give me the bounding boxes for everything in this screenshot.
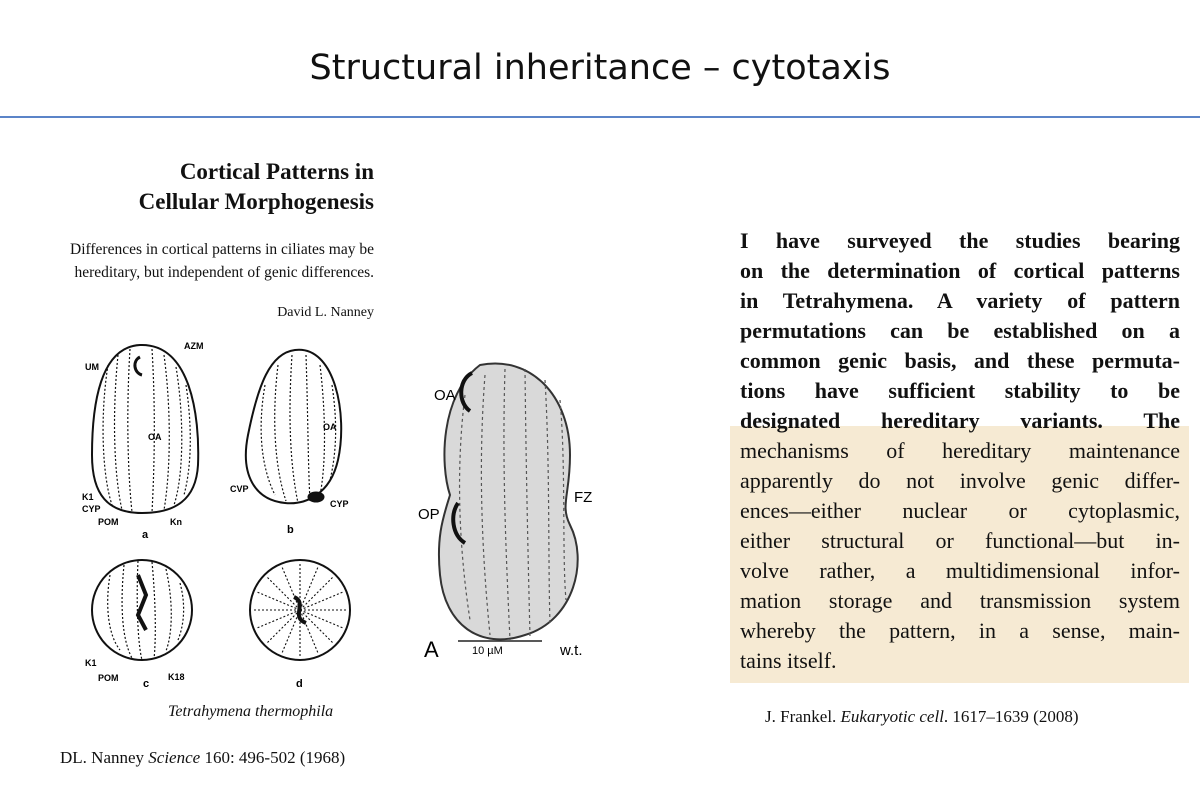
label-panel-a: a [142,529,149,541]
quote-line: ences—either nuclear or cytoplasmic, [740,498,1180,523]
label-oa-micrograph: OA [434,387,456,404]
quote-line: tains itself. [740,648,837,673]
quote-line: volve rather, a multidimensional infor- [740,558,1180,583]
quote-line: either structural or functional—but in- [740,528,1180,553]
species-caption: Tetrahymena thermophila [168,703,334,720]
quote-line: designated hereditary variants. The [740,408,1180,433]
paper-author: David L. Nanney [277,305,374,320]
quote-line: common genic basis, and these permuta- [740,348,1180,373]
tetrahymena-micrograph [410,355,610,665]
quote-line: mechanisms of hereditary maintenance [740,438,1180,463]
strain-label: w.t. [560,642,583,659]
label-um: UM [85,362,99,372]
label-k1-a: K1 [82,492,94,502]
nanney-citation [60,748,345,768]
label-azm: AZM [184,341,204,351]
label-cyp-a: CYP [82,504,101,514]
quote-line: permutations can be established on a [740,318,1180,343]
nanney-citation-author: DL. Nanney [60,748,149,767]
quote-line: mation storage and transmission system [740,588,1180,613]
frankel-citation-author: J. Frankel. [765,707,841,726]
frankel-citation [765,707,1079,727]
quote-line: apparently do not involve genic differ- [740,468,1180,493]
label-panel-c: c [143,678,150,690]
cell-d-drawing [250,560,350,660]
label-oa-a: OA [148,432,162,442]
label-cyp-b: CYP [330,499,349,509]
label-k1-c: K1 [85,658,97,668]
label-panel-b: b [287,524,294,536]
cell-a-drawing [92,345,198,513]
paper-subtitle-line2: hereditary, but independent of genic differences. [74,264,374,281]
paper-heading-line1: Cortical Patterns in [179,159,374,184]
nanney-citation-rest: 160: 496-502 (1968) [200,748,346,767]
ciliate-diagrams [80,325,390,700]
title-divider [0,116,1200,118]
label-pom-c: POM [98,673,119,683]
quote-line: on the determination of cortical patterns [740,258,1180,283]
label-op: OP [418,506,440,523]
quote-line: in Tetrahymena. A variety of pattern [740,288,1180,313]
frankel-citation-journal: Eukaryotic cell [840,707,944,726]
nanney-citation-journal: Science [148,748,201,767]
label-pom-a: POM [98,517,119,527]
paper-subtitle-line1: Differences in cortical patterns in ciliates may be [70,241,374,258]
frankel-quote [740,226,1180,676]
label-oa-b: OA [323,422,337,432]
frankel-citation-rest: . 1617–1639 (2008) [943,707,1079,726]
label-kn: Kn [170,517,182,527]
label-panel-d: d [296,678,303,690]
quote-line: I have surveyed the studies bearing [740,228,1180,253]
cell-c-drawing [92,560,192,660]
label-cvp: CVP [230,484,249,494]
slide-title: Structural inheritance – cytotaxis [309,48,891,88]
scale-bar-label: 10 µM [472,645,503,657]
label-fz: FZ [574,489,593,506]
quote-line: tions have sufficient stability to be [740,378,1180,403]
label-k18: K18 [168,672,185,682]
quote-line: whereby the pattern, in a sense, main- [740,618,1180,643]
panel-label-a: A [424,637,439,662]
paper-heading-line2: Cellular Morphogenesis [138,189,374,214]
